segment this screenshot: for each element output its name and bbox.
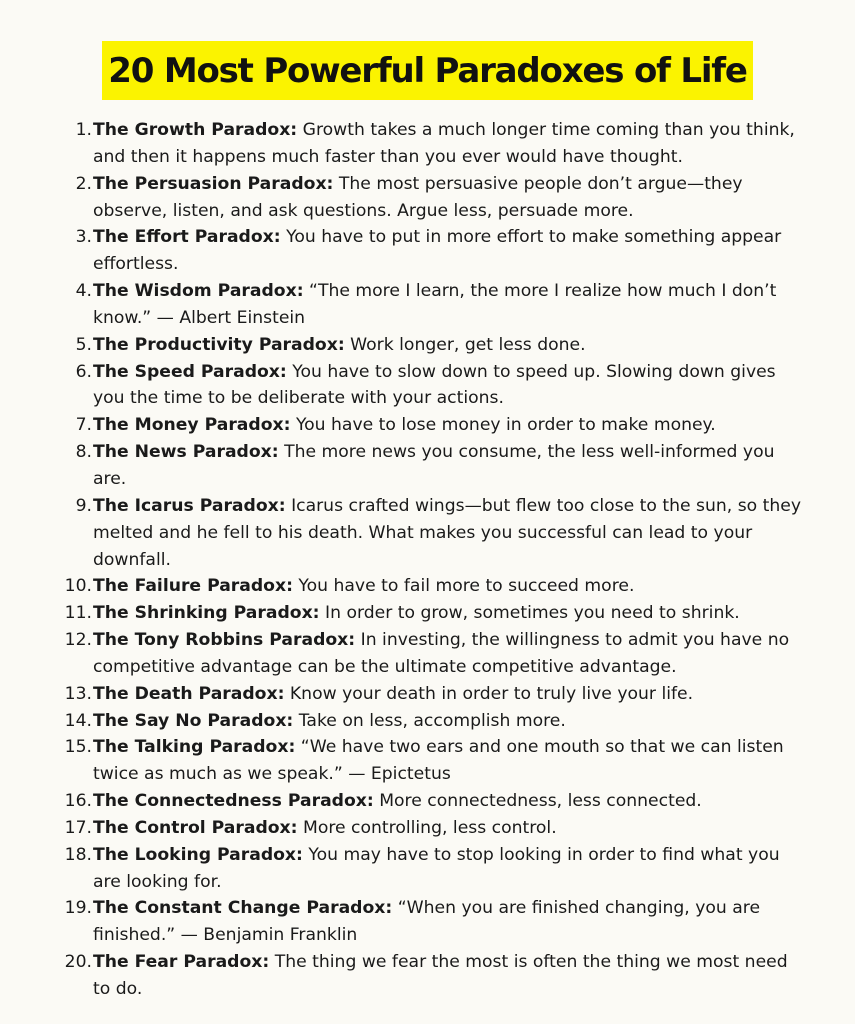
item-text: “When you are finished changing, you are finished.” — Benjamin Franklin bbox=[93, 898, 761, 946]
item-name: The Looking Paradox: bbox=[93, 844, 303, 865]
item-text: You have to fail more to succeed more. bbox=[298, 576, 635, 597]
item-name: The Constant Change Paradox: bbox=[93, 898, 393, 919]
list-item bbox=[0, 117, 808, 171]
item-number: 2. bbox=[75, 173, 92, 194]
list-item bbox=[0, 708, 808, 735]
item-name: The News Paradox: bbox=[93, 442, 279, 463]
item-text: In investing, the willingness to admit you have no competitive advantage can be the ultimate competitive advantage. bbox=[93, 630, 790, 677]
list-item bbox=[0, 949, 808, 1003]
item-number: 8. bbox=[75, 442, 92, 463]
item-number: 9. bbox=[75, 495, 92, 516]
list-item bbox=[0, 788, 808, 815]
item-text: “The more I learn, the more I realize how much I don’t know.” — Albert Einstein bbox=[93, 281, 777, 328]
item-name: The Persuasion Paradox: bbox=[93, 173, 334, 194]
list-item bbox=[0, 815, 808, 842]
item-text: More connectedness, less connected. bbox=[379, 791, 702, 812]
item-number: 16. bbox=[64, 791, 92, 812]
item-number: 13. bbox=[64, 683, 92, 704]
list-item bbox=[0, 493, 808, 574]
item-number: 10. bbox=[64, 576, 92, 597]
item-text: You have to slow down to speed up. Slowing down gives you the time to be deliberate with your actions. bbox=[93, 361, 776, 409]
item-number: 5. bbox=[75, 334, 92, 355]
item-text: Work longer, get less done. bbox=[350, 334, 586, 355]
item-number: 3. bbox=[75, 227, 92, 248]
list-item bbox=[0, 439, 808, 493]
item-name: The Failure Paradox: bbox=[93, 576, 293, 597]
item-name: The Tony Robbins Paradox: bbox=[93, 630, 356, 651]
item-number: 14. bbox=[64, 710, 92, 731]
list-item bbox=[0, 895, 808, 949]
list-item bbox=[0, 278, 808, 332]
item-name: The Death Paradox: bbox=[93, 683, 285, 704]
item-text: Take on less, accomplish more. bbox=[298, 710, 566, 731]
list-item bbox=[0, 627, 808, 681]
list-item bbox=[0, 332, 808, 359]
item-name: The Effort Paradox: bbox=[93, 227, 281, 248]
list-item bbox=[0, 224, 808, 278]
list-item bbox=[0, 734, 808, 788]
item-number: 7. bbox=[75, 415, 92, 436]
item-text: You have to lose money in order to make money. bbox=[295, 415, 716, 436]
item-text: In order to grow, sometimes you need to shrink. bbox=[325, 603, 740, 624]
item-text: You have to put in more effort to make something appear effortless. bbox=[93, 227, 782, 275]
item-text: Growth takes a much longer time coming than you think, and then it happens much faster than you ever would have thought. bbox=[93, 120, 795, 167]
item-text: Icarus crafted wings—but flew too close to the sun, so they melted and he fell to his death. What makes you successful can lead to your downfall. bbox=[93, 495, 802, 570]
item-text: The most persuasive people don’t argue—they observe, listen, and ask questions. Argue less, persuade more. bbox=[93, 173, 743, 221]
item-name: The Productivity Paradox: bbox=[93, 334, 345, 355]
item-number: 18. bbox=[64, 844, 92, 865]
item-number: 1. bbox=[75, 120, 92, 140]
item-name: The Icarus Paradox: bbox=[93, 495, 286, 516]
title-wrapper bbox=[0, 41, 855, 100]
item-name: The Shrinking Paradox: bbox=[93, 603, 320, 624]
item-number: 6. bbox=[75, 361, 92, 382]
item-text: Know your death in order to truly live your life. bbox=[289, 683, 694, 704]
item-number: 15. bbox=[64, 737, 92, 758]
item-text: The more news you consume, the less well-informed you are. bbox=[93, 442, 775, 489]
item-text: You may have to stop looking in order to find what you are looking for. bbox=[93, 844, 780, 892]
item-name: The Say No Paradox: bbox=[93, 710, 294, 731]
item-name: The Control Paradox: bbox=[93, 817, 298, 838]
list-item bbox=[0, 681, 808, 708]
page-title: 20 Most Powerful Paradoxes of Life bbox=[102, 41, 752, 100]
list-item bbox=[0, 600, 808, 627]
item-name: The Talking Paradox: bbox=[93, 737, 296, 758]
item-number: 11. bbox=[64, 603, 92, 624]
item-text: The thing we fear the most is often the thing we most need to do. bbox=[93, 952, 788, 999]
list-item bbox=[0, 171, 808, 225]
item-number: 12. bbox=[64, 630, 92, 651]
paradox-list bbox=[0, 117, 855, 1003]
item-name: The Speed Paradox: bbox=[93, 361, 287, 382]
item-number: 17. bbox=[64, 817, 92, 838]
item-text: “We have two ears and one mouth so that we can listen twice as much as we speak.” — Epictetus bbox=[93, 737, 784, 785]
list-item bbox=[0, 359, 808, 413]
item-number: 19. bbox=[64, 898, 92, 919]
list-item bbox=[0, 573, 808, 600]
item-text: More controlling, less control. bbox=[302, 817, 557, 838]
item-name: The Money Paradox: bbox=[93, 415, 291, 436]
item-number: 4. bbox=[75, 281, 92, 302]
list-item bbox=[0, 842, 808, 896]
item-name: The Wisdom Paradox: bbox=[93, 281, 304, 302]
item-name: The Growth Paradox: bbox=[93, 120, 298, 140]
item-number: 20. bbox=[64, 952, 92, 973]
list-item bbox=[0, 412, 808, 439]
item-name: The Connectedness Paradox: bbox=[93, 791, 374, 812]
item-name: The Fear Paradox: bbox=[93, 952, 270, 973]
